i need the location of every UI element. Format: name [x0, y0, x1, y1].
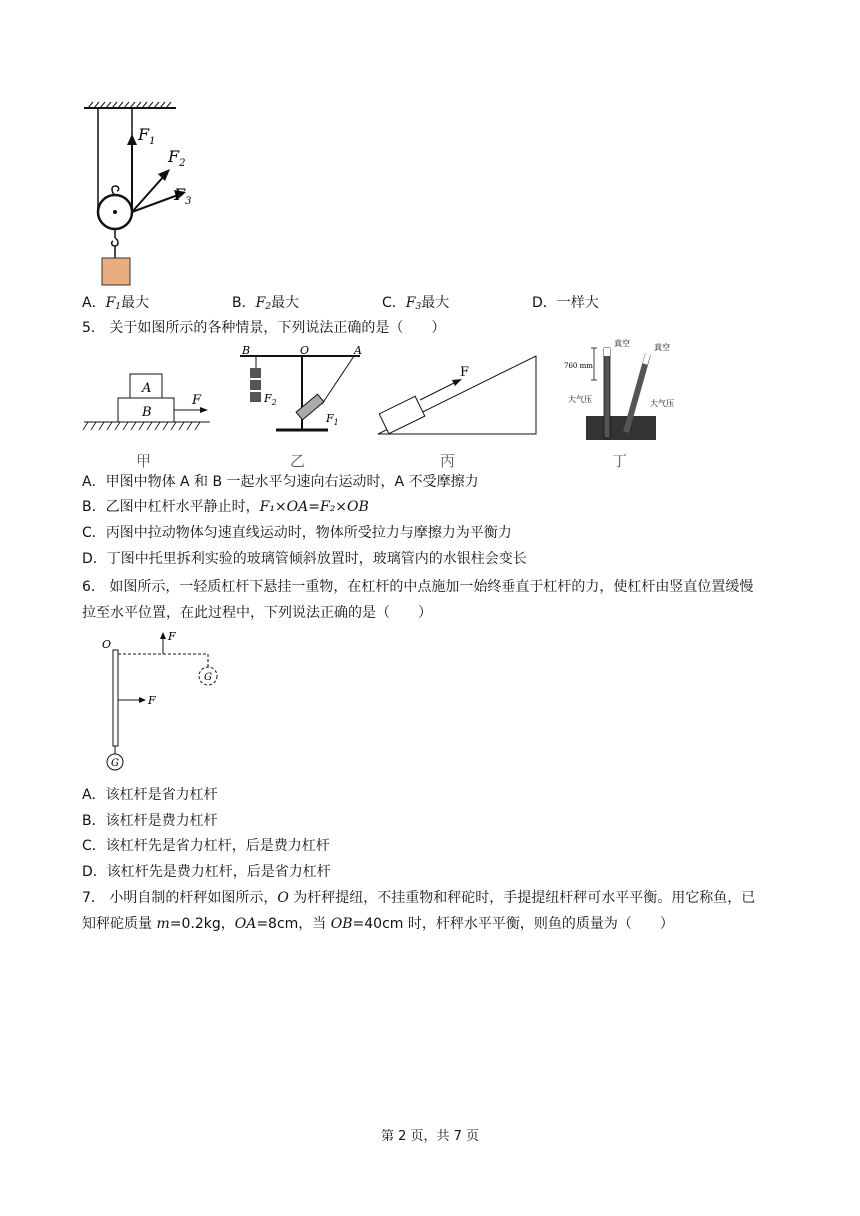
force-label: F	[460, 365, 470, 380]
q4-option-c[interactable]: C．$F_3$最大	[382, 295, 450, 312]
q5-option-c[interactable]: C．丙图中拉动物体匀速直线运动时，物体所受拉力与摩擦力为平衡力	[82, 525, 512, 541]
page-footer: 第 2 页，共 7 页	[380, 1129, 480, 1144]
f2-label: $F_2$	[264, 392, 277, 407]
q4-pulley-figure	[80, 100, 190, 290]
f1-label: $F_1$	[326, 412, 339, 427]
q5-option-b[interactable]: B．乙图中杠杆水平静止时，F₁×OA=F₂×OB	[82, 499, 369, 515]
q5-fig-jia	[82, 370, 212, 440]
q7-stem-line-2: 知秤砣质量 m=0.2kg，OA=8cm，当 OB=40cm 时，杆秤水平平衡，则鱼的质量为（ ）	[82, 916, 674, 932]
q4-option-a[interactable]: A．$F_1$最大	[82, 295, 150, 312]
q6-lever-figure	[98, 628, 228, 778]
q6-option-c[interactable]: C．该杠杆先是省力杠杆，后是费力杠杆	[82, 838, 330, 854]
mercury-height-label: 760 mm	[564, 362, 593, 370]
q6-stem-line-2: 拉至水平位置，在此过程中，下列说法正确的是（ ）	[82, 605, 432, 621]
q7-stem-line-1: 7． 小明自制的杆秤如图所示，O 为杆秤提纽，不挂重物和秤砣时，手提提纽杆秤可水平平衡。用它称鱼，已	[82, 890, 756, 906]
block-b-label: B	[142, 405, 152, 420]
force-label-horizontal: F	[168, 630, 176, 643]
force-label-vertical: F	[148, 694, 156, 707]
q6-option-d[interactable]: D．该杠杆先是费力杠杆，后是省力杠杆	[82, 864, 331, 880]
lever-point-b: B	[242, 344, 251, 357]
lever-point-o: O	[300, 344, 310, 357]
weight-label: G	[111, 758, 119, 769]
vacuum-label-2: 真空	[654, 343, 670, 352]
q4-option-d[interactable]: D．一样大	[532, 295, 599, 311]
q5-option-a[interactable]: A．甲图中物体 A 和 B 一起水平匀速向右运动时，A 不受摩擦力	[82, 474, 479, 490]
q4-option-b[interactable]: B．$F_2$最大	[232, 295, 300, 312]
caption-jia: 甲	[136, 452, 152, 470]
q6-option-a[interactable]: A．该杠杆是省力杠杆	[82, 787, 218, 803]
q5-fig-ding	[556, 336, 686, 442]
force-label: F	[192, 393, 202, 408]
q5-fig-bing	[376, 352, 542, 438]
block-a-label: A	[142, 381, 152, 396]
caption-yi: 乙	[290, 452, 306, 470]
pivot-label: O	[102, 638, 112, 651]
q5-stem: 5． 关于如图所示的各种情景，下列说法正确的是（ ）	[82, 320, 446, 336]
atm-label-1: 大气压	[568, 395, 592, 404]
caption-bing: 丙	[440, 452, 456, 470]
f2-label: $F_2$	[168, 147, 186, 169]
lever-point-a: A	[354, 344, 362, 357]
weight-label-dashed: G	[204, 672, 212, 683]
vacuum-label-1: 真空	[614, 339, 630, 348]
q6-stem-line-1: 6． 如图所示，一轻质杠杆下悬挂一重物，在杠杆的中点施加一始终垂直于杠杆的力，使杠杆由竖直位置缓慢	[82, 579, 754, 595]
f3-label: $F_3$	[174, 185, 192, 207]
caption-ding: 丁	[612, 452, 628, 470]
q6-option-b[interactable]: B．该杠杆是费力杠杆	[82, 813, 218, 829]
q5-fig-yi	[236, 342, 366, 442]
f1-label: $F_1$	[138, 125, 156, 147]
atm-label-2: 大气压	[650, 399, 674, 408]
q5-option-d[interactable]: D．丁图中托里拆利实验的玻璃管倾斜放置时，玻璃管内的水银柱会变长	[82, 551, 527, 567]
